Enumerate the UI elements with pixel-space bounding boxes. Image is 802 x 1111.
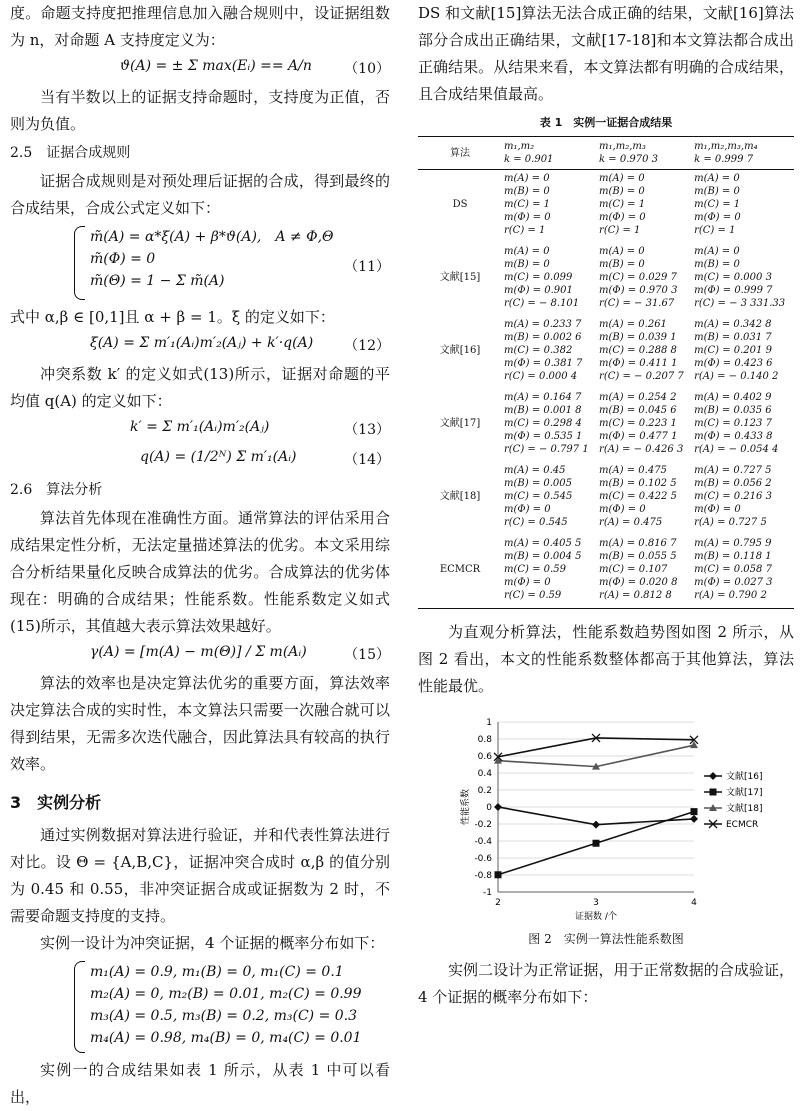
performance-chart <box>418 708 794 928</box>
header-col <box>692 137 794 170</box>
result-value: r(C) = 1 <box>504 225 546 236</box>
data-point <box>593 840 600 847</box>
result-value: m(B) = 0.102 5 <box>599 478 677 489</box>
y-tick-label: -0.2 <box>474 820 492 830</box>
result-value: m(C) = 0.59 <box>504 564 566 575</box>
result-value: m(B) = 0 <box>694 186 740 197</box>
y-tick-label: 0 <box>486 803 492 813</box>
result-value: m(C) = 0.422 5 <box>599 491 677 502</box>
legend-label: 文献[16] <box>726 772 763 782</box>
brace <box>74 226 85 300</box>
result-value: r(A) = 0.790 2 <box>694 590 767 601</box>
result-value: m(Φ) = 0.477 1 <box>599 431 678 442</box>
result-value: m(A) = 0 <box>694 173 740 184</box>
result-value: m(C) = 0.288 8 <box>599 345 677 356</box>
result-value: m(Φ) = 0.535 1 <box>504 431 583 442</box>
result-value: m(B) = 0 <box>504 259 550 270</box>
result-value: r(C) = − 31.67 <box>599 298 675 309</box>
result-value: m(Φ) = 0 <box>599 504 646 515</box>
x-tick-label: 2 <box>495 898 501 908</box>
equation-number: （15） <box>344 647 390 663</box>
result-value: m(A) = 0 <box>504 246 550 257</box>
result-value: m(C) = 0.201 9 <box>694 345 772 356</box>
result-value: m(Φ) = 0 <box>599 212 646 223</box>
y-tick-label: 0.4 <box>477 769 492 779</box>
result-value: m(Φ) = 0 <box>504 504 551 515</box>
result-cell <box>692 243 794 316</box>
result-cell <box>502 243 597 316</box>
equation-number: （14） <box>344 452 390 468</box>
equation-number: （11） <box>344 258 390 275</box>
data-point <box>691 808 698 815</box>
table-row <box>418 170 794 244</box>
result-value: m(C) = 0.382 <box>504 345 573 356</box>
x-tick-label: 3 <box>593 898 599 908</box>
evidence-line: m₂(A) = 0, m₂(B) = 0.01, m₂(C) = 0.99 <box>90 986 362 1002</box>
result-value: r(A) = − 0.426 3 <box>599 444 684 455</box>
y-tick-label: -1 <box>483 888 492 898</box>
section-heading-2-5: 2.5 证据合成规则 <box>10 145 131 161</box>
paragraph: 式中 α,β ∈ [0,1]且 α + β = 1。ξ 的定义如下： <box>10 308 335 326</box>
equation-body: q(A) = (1/2ᴺ) Σ m′₁(Aᵢ) <box>140 449 297 465</box>
paragraph: 冲突系数 k′ 的定义如式(13)所示，证据对命题的平均值 q(A) 的定义如下： <box>10 365 390 410</box>
equation-number: （10） <box>344 61 390 77</box>
result-value: m(A) = 0 <box>599 246 645 257</box>
result-value: m(C) = 1 <box>504 199 551 210</box>
result-value: m(C) = 1 <box>694 199 741 210</box>
result-value: m(C) = 0.058 7 <box>694 564 772 575</box>
equation-line: m̃(Φ) = 0 <box>90 251 156 267</box>
y-tick-label: -0.8 <box>474 871 492 881</box>
result-value: m(A) = 0.45 <box>504 465 566 476</box>
paragraph: 度。命题支持度把推理信息加入融合规则中，设证据组数为 n，对命题 A 支持度定义为： <box>10 4 390 49</box>
result-value: m(C) = 0.029 7 <box>599 272 677 283</box>
result-value: m(A) = 0.254 2 <box>599 392 677 403</box>
evidence-line: m₄(A) = 0.98, m₄(B) = 0, m₄(C) = 0.01 <box>90 1030 362 1046</box>
equation-10 <box>10 54 390 84</box>
result-value: m(Φ) = 0.381 7 <box>504 358 583 369</box>
right-column <box>418 0 794 1011</box>
algorithm-cell: 文献[16] <box>439 345 481 356</box>
algorithm-cell: 文献[18] <box>439 491 481 502</box>
result-value: m(A) = 0.342 8 <box>694 319 772 330</box>
result-value: m(A) = 0.402 9 <box>694 392 772 403</box>
equation-number: （12） <box>344 338 390 354</box>
paragraph: DS 和文献[15]算法无法合成正确的结果，文献[16]算法部分合成出正确结果，文献[17-18]和本文算法都合成出正确结果。从结果来看，本文算法都有明确的合成结果，且合成结果值最高。 <box>418 4 794 103</box>
result-value: r(A) = 0.475 <box>599 517 663 528</box>
evidence-line: m₃(A) = 0.5, m₃(B) = 0.2, m₃(C) = 0.3 <box>90 1008 358 1024</box>
result-value: m(C) = 0.123 7 <box>694 418 772 429</box>
result-value: m(B) = 0.035 6 <box>694 405 772 416</box>
algorithm-cell: 文献[15] <box>439 272 481 283</box>
result-value: m(Φ) = 0.020 8 <box>599 577 678 588</box>
result-cell <box>692 316 794 389</box>
paragraph: 证据合成规则是对预处理后证据的合成，得到最终的合成结果，合成公式定义如下： <box>10 172 390 217</box>
result-value: m(Φ) = 0 <box>694 212 741 223</box>
result-value: m(A) = 0 <box>599 173 645 184</box>
result-value: m(C) = 0.545 <box>504 491 573 502</box>
result-value: m(B) = 0.002 6 <box>504 332 582 343</box>
result-value: m(Φ) = 0.423 6 <box>694 358 773 369</box>
paragraph: 当有半数以上的证据支持命题时，支持度为正值，否则为负值。 <box>10 88 390 133</box>
result-cell <box>597 316 692 389</box>
table-row <box>418 389 794 462</box>
result-value: m(B) = 0 <box>599 259 645 270</box>
y-tick-label: -0.6 <box>474 854 492 864</box>
result-value: m(A) = 0.261 <box>599 319 667 330</box>
equation-line: m̃(A) = α*ξ(A) + β*ϑ(A), A ≠ Φ,Θ <box>90 229 334 245</box>
header-algorithm: 算法 <box>418 137 502 170</box>
header-k: k = 0.999 7 <box>694 154 754 165</box>
result-value: m(A) = 0.164 7 <box>504 392 582 403</box>
result-value: m(A) = 0 <box>504 173 550 184</box>
paragraph: 通过实例数据对算法进行验证，并和代表性算法进行对比。设 Θ = {A,B,C}，证据冲突合成时 α,β 的值分别为 0.45 和 0.55，非冲突证据合成或证据数为 2 时，不需要命题支持度的支持。 <box>10 826 390 925</box>
brace <box>74 961 85 1053</box>
result-value: m(A) = 0.727 5 <box>694 465 772 476</box>
evidence-line: m₁(A) = 0.9, m₁(B) = 0, m₁(C) = 0.1 <box>90 964 344 980</box>
header-evidence: m₁,m₂,m₃ <box>599 141 646 152</box>
y-tick-label: 0.8 <box>477 735 492 745</box>
result-value: m(A) = 0.475 <box>599 465 667 476</box>
header-evidence: m₁,m₂,m₃,m₄ <box>694 141 758 152</box>
algorithm-cell: ECMCR <box>418 535 502 609</box>
result-value: m(Φ) = 0 <box>504 212 551 223</box>
result-cell <box>597 170 692 244</box>
result-value: m(C) = 1 <box>599 199 646 210</box>
table-row <box>418 462 794 535</box>
result-value: m(A) = 0.816 7 <box>599 538 677 549</box>
result-cell <box>597 243 692 316</box>
y-tick-label: -0.4 <box>474 837 492 847</box>
data-point <box>690 815 698 823</box>
result-value: m(B) = 0.004 5 <box>504 551 582 562</box>
header-k: k = 0.970 3 <box>599 154 659 165</box>
header-col <box>597 137 692 170</box>
data-point <box>592 821 600 829</box>
result-value: m(C) = 0.107 <box>599 564 668 575</box>
result-value: m(B) = 0.118 1 <box>694 551 772 562</box>
y-axis-label: 性能系数 <box>461 788 471 826</box>
result-value: r(C) = 0.545 <box>504 517 568 528</box>
equation-15 <box>10 640 390 670</box>
paragraph: 算法的效率也是决定算法优劣的重要方面，算法效率决定算法合成的实时性，本文算法只需要一次融合就可以得到结果，无需多次迭代融合，因此算法具有较高的执行效率。 <box>10 674 390 773</box>
legend-label: 文献[17] <box>726 788 763 798</box>
data-point <box>495 871 502 878</box>
equation-body: ϑ(A) = ± Σ max(Eᵢ) == A/n <box>120 58 312 74</box>
result-value: m(Φ) = 0.901 <box>504 285 573 296</box>
result-value: m(Φ) = 0.433 8 <box>694 431 773 442</box>
result-value: m(B) = 0.045 6 <box>599 405 677 416</box>
result-value: r(C) = − 0.207 7 <box>599 371 684 382</box>
result-value: r(C) = 0.59 <box>504 590 562 601</box>
result-value: m(B) = 0 <box>504 186 550 197</box>
result-value: m(Φ) = 0 <box>504 577 551 588</box>
legend-marker <box>710 789 717 796</box>
result-value: m(C) = 0.223 1 <box>599 418 677 429</box>
result-value: r(C) = 0.000 4 <box>504 371 578 382</box>
result-cell <box>692 462 794 535</box>
result-value: m(B) = 0.005 <box>504 478 572 489</box>
legend-label: 文献[18] <box>726 804 763 814</box>
result-value: r(A) = 0.727 5 <box>694 517 767 528</box>
result-cell <box>597 462 692 535</box>
series-line <box>498 738 694 757</box>
result-cell <box>502 462 597 535</box>
result-value: r(A) = − 0.140 2 <box>694 371 779 382</box>
result-value: m(C) = 0.000 3 <box>694 272 772 283</box>
equation-number: （13） <box>344 422 390 438</box>
header-evidence: m₁,m₂ <box>504 141 535 152</box>
legend-label: ECMCR <box>726 820 759 830</box>
result-value: m(Φ) = 0.970 3 <box>599 285 678 296</box>
result-value: r(C) = − 0.797 1 <box>504 444 589 455</box>
equation-body: k′ = Σ m′₁(Aᵢ)m′₂(Aⱼ) <box>130 419 270 435</box>
result-value: m(B) = 0.056 2 <box>694 478 772 489</box>
x-tick-label: 4 <box>691 898 697 908</box>
y-tick-label: 0.6 <box>477 752 492 762</box>
table-caption: 表 1 实例一证据合成结果 <box>539 116 673 129</box>
result-value: m(A) = 0.233 7 <box>504 319 582 330</box>
result-cell <box>692 389 794 462</box>
equation-11 <box>10 226 390 300</box>
results-table <box>418 136 794 609</box>
result-value: m(Φ) = 0.999 7 <box>694 285 773 296</box>
result-value: m(Φ) = 0.027 3 <box>694 577 773 588</box>
y-tick-label: 0.2 <box>477 786 492 796</box>
result-cell <box>597 535 692 609</box>
equation-body: ξ(A) = Σ m′₁(Aᵢ)m′₂(Aⱼ) + k′·q(A) <box>90 335 314 351</box>
result-cell <box>502 535 597 609</box>
result-value: m(A) = 0.405 5 <box>504 538 582 549</box>
evidence-distribution <box>10 961 390 1053</box>
result-cell <box>502 170 597 244</box>
result-cell <box>692 170 794 244</box>
result-value: m(A) = 0.795 9 <box>694 538 772 549</box>
result-value: m(Φ) = 0.411 1 <box>599 358 678 369</box>
y-tick-label: 1 <box>486 718 492 728</box>
header-col <box>502 137 597 170</box>
equation-14 <box>10 445 390 475</box>
result-value: m(C) = 0.216 3 <box>694 491 772 502</box>
equation-line: m̃(Θ) = 1 − Σ m̃(A) <box>90 273 225 289</box>
result-cell <box>692 535 794 609</box>
result-value: m(Φ) = 0 <box>694 504 741 515</box>
result-value: m(B) = 0 <box>599 186 645 197</box>
algorithm-cell: 文献[17] <box>439 418 481 429</box>
result-cell <box>597 389 692 462</box>
result-value: m(B) = 0 <box>694 259 740 270</box>
result-value: r(C) = − 8.101 <box>504 298 580 309</box>
result-value: r(A) = − 0.054 4 <box>694 444 779 455</box>
paragraph: 算法首先体现在准确性方面。通常算法的评估采用合成结果定性分析，无法定量描述算法的优劣。本文采用综合分析结果量化反映合成算法的优劣。合成算法的优劣体现在：明确的合成结果；性能系数。性能系数定义如式(15)所示，其值越大表示算法效果越好。 <box>10 509 390 635</box>
result-value: m(B) = 0.039 1 <box>599 332 677 343</box>
section-heading-3: 3 实例分析 <box>10 793 102 812</box>
left-column <box>10 0 390 1111</box>
table-row <box>418 316 794 389</box>
result-value: m(C) = 0.298 4 <box>504 418 582 429</box>
paragraph: 实例二设计为正常证据，用于正常数据的合成验证，4 个证据的概率分布如下： <box>418 961 794 1006</box>
result-value: m(B) = 0.001 8 <box>504 405 582 416</box>
equation-body: γ(A) = [m(A) − m(Θ)] / Σ m(Aᵢ) <box>90 644 307 660</box>
paragraph: 实例一设计为冲突证据，4 个证据的概率分布如下： <box>40 934 385 952</box>
data-point <box>494 803 502 811</box>
result-value: m(A) = 0 <box>694 246 740 257</box>
paragraph: 为直观分析算法，性能系数趋势图如图 2 所示，从图 2 看出，本文的性能系数整体都高于其他算法，算法性能最优。 <box>418 623 794 695</box>
result-value: m(B) = 0.031 7 <box>694 332 772 343</box>
algorithm-cell: DS <box>452 199 468 210</box>
equation-12 <box>10 331 390 361</box>
result-value: r(C) = 1 <box>694 225 736 236</box>
paragraph: 实例一的合成结果如表 1 所示，从表 1 中可以看出， <box>10 1061 390 1106</box>
result-value: r(C) = − 3 331.33 <box>694 298 786 309</box>
table-header-row <box>418 137 794 170</box>
result-cell <box>502 389 597 462</box>
legend-marker <box>709 772 717 780</box>
result-value: r(C) = 1 <box>599 225 641 236</box>
figure-caption: 图 2 实例一算法性能系数图 <box>528 932 684 946</box>
table-row <box>418 243 794 316</box>
result-value: m(C) = 0.099 <box>504 272 573 283</box>
result-value: r(A) = 0.812 8 <box>599 590 672 601</box>
header-k: k = 0.901 <box>504 154 554 165</box>
result-value: m(B) = 0.055 5 <box>599 551 677 562</box>
section-heading-2-6: 2.6 算法分析 <box>10 482 103 498</box>
equation-13 <box>10 415 390 445</box>
result-cell <box>502 316 597 389</box>
table-row <box>418 535 794 609</box>
x-axis-label: 证据数 /个 <box>575 912 617 922</box>
chart-svg <box>418 708 794 928</box>
